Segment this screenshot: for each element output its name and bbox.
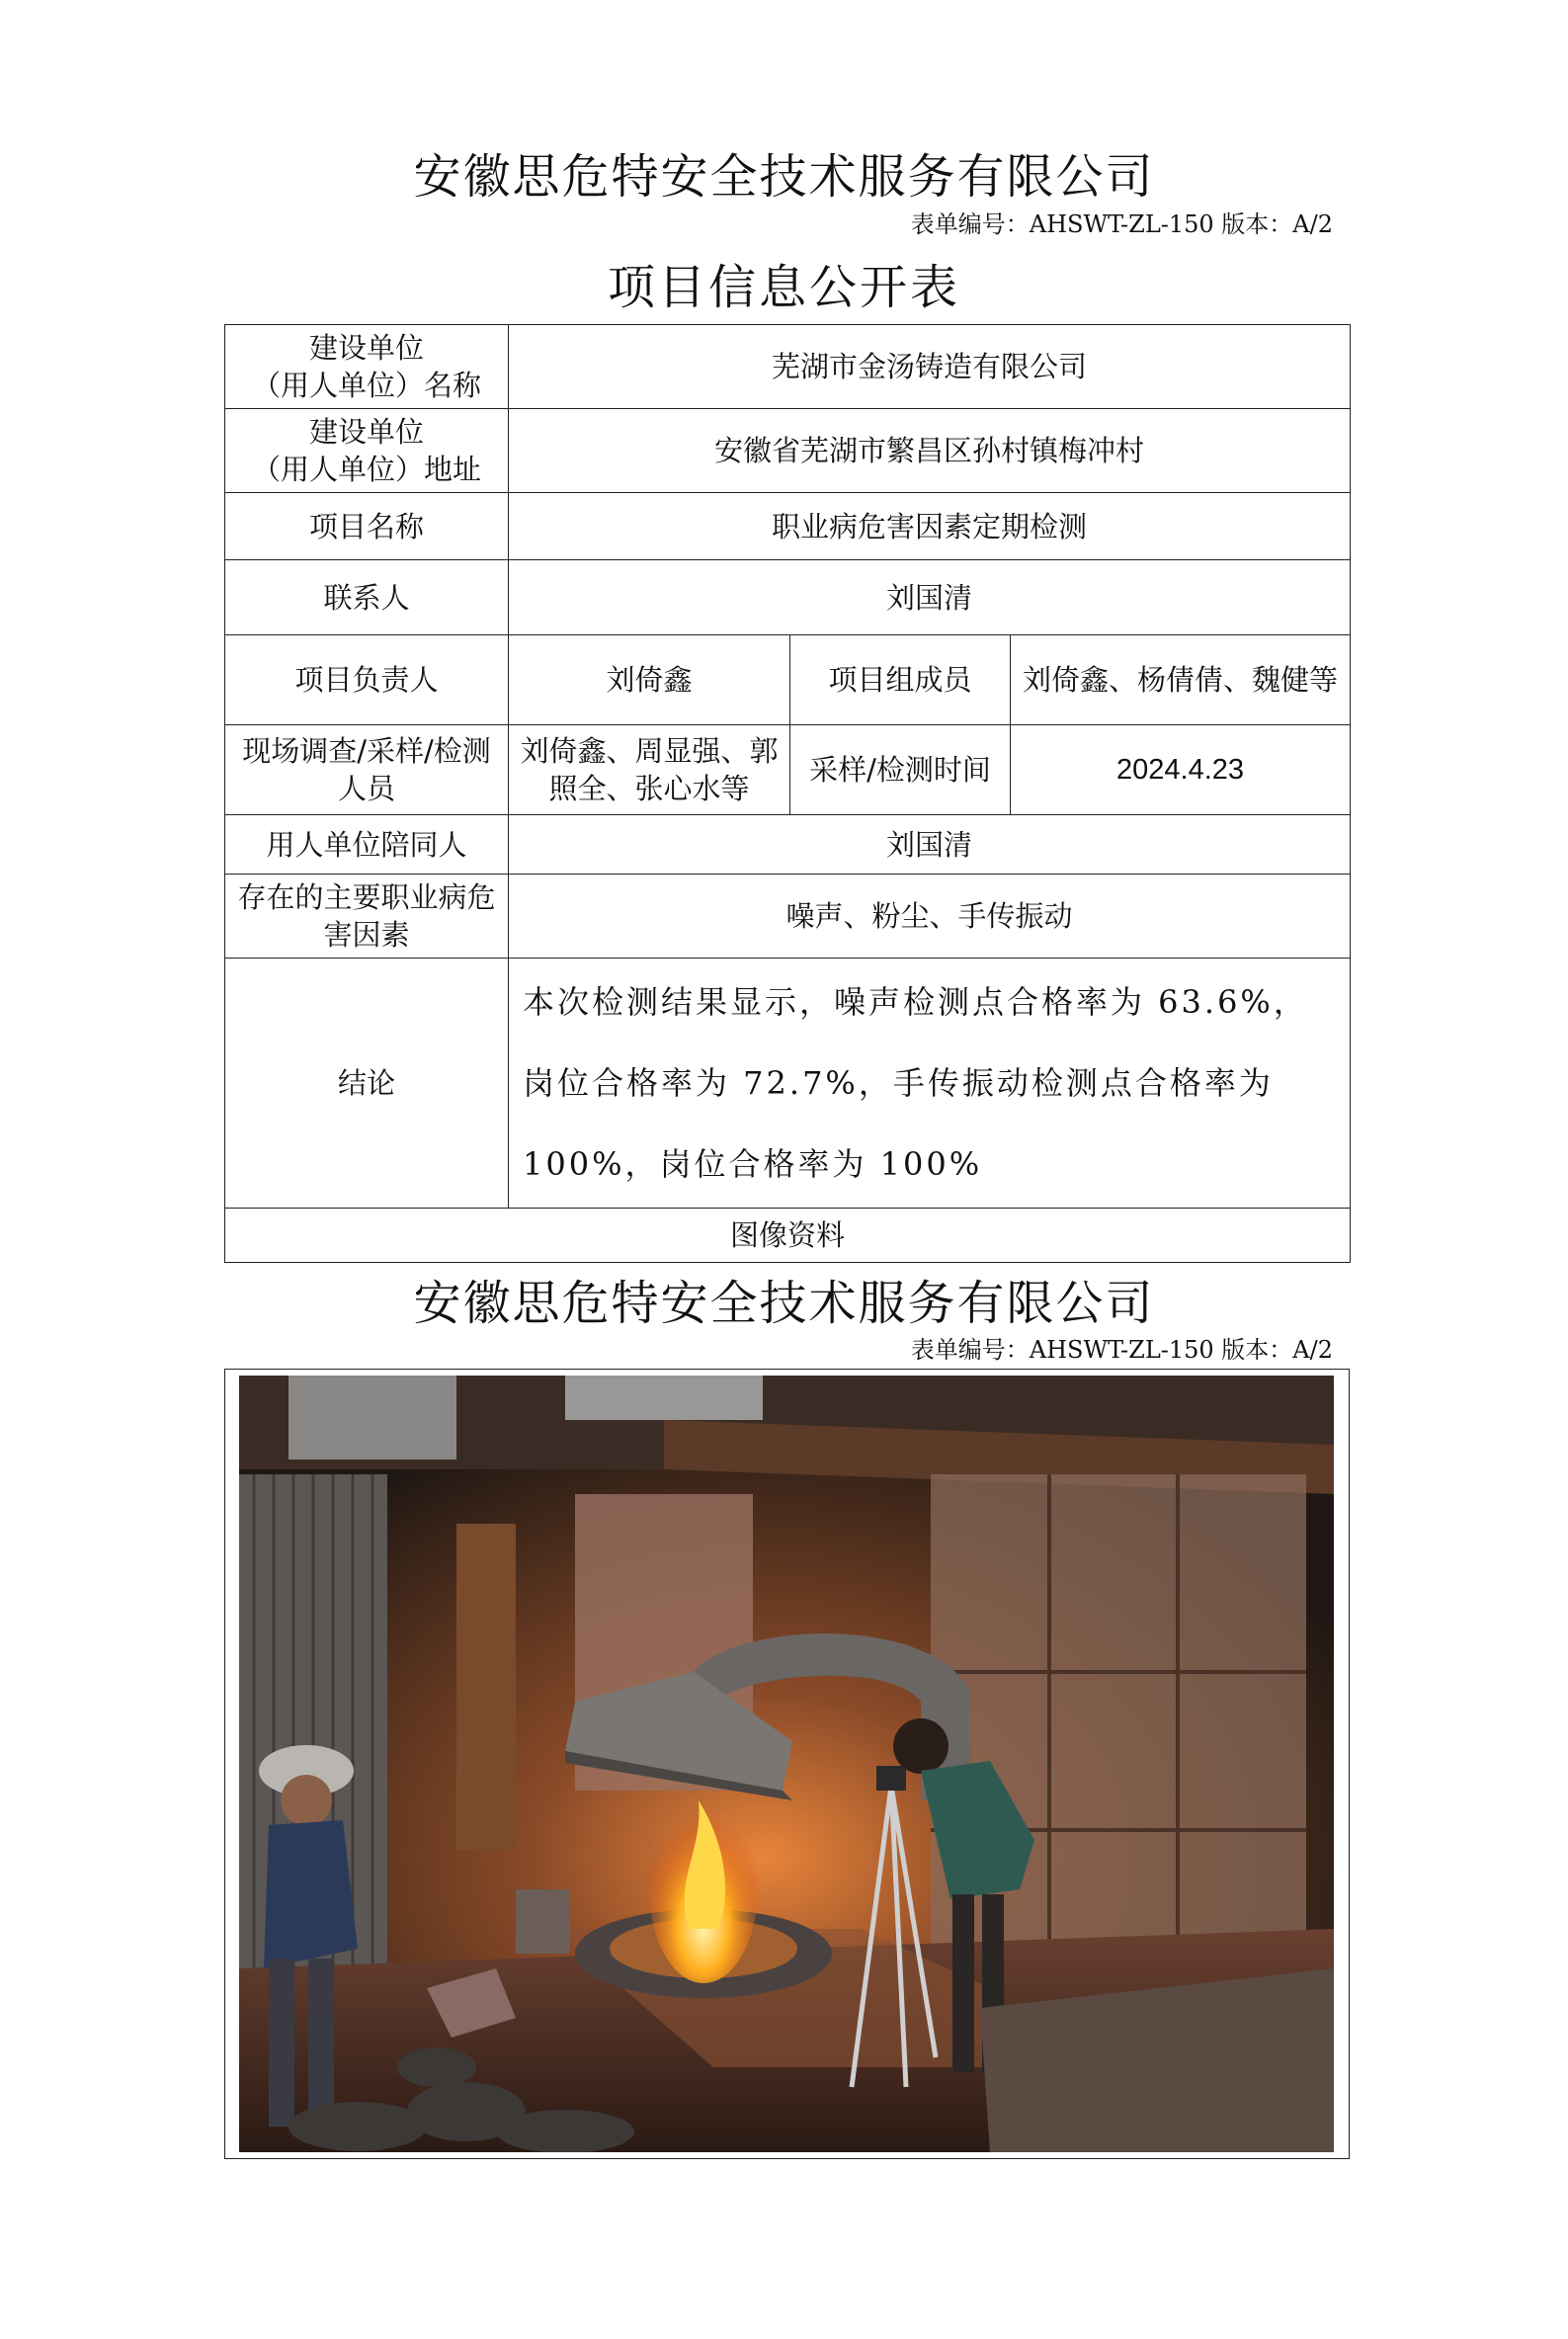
employer-name-label: [225, 325, 509, 409]
form-number: 表单编号：AHSWT-ZL-150 版本：A/2: [910, 210, 1333, 238]
row-project-name: [225, 493, 1351, 560]
row-employer-address: [225, 409, 1351, 493]
employer-address: 安徽省芜湖市繁昌区孙村镇梅冲村: [509, 409, 1351, 493]
company-name: 安徽思危特安全技术服务有限公司: [413, 149, 1155, 205]
contact-person: 刘国清: [509, 560, 1351, 635]
accompany-person: 刘国清: [509, 815, 1351, 875]
label-line: （用人单位）地址: [251, 453, 481, 486]
row-leader: [225, 635, 1351, 725]
sampling-time: 2024.4.23: [1011, 725, 1351, 815]
employer-address-label: [225, 409, 509, 493]
conclusion-label: 结论: [225, 959, 509, 1209]
employer-name: 芜湖市金汤铸造有限公司: [509, 325, 1351, 409]
images-label: 图像资料: [225, 1209, 1351, 1263]
photo-illustration: [239, 1376, 1334, 2152]
image-frame: [224, 1369, 1350, 2159]
members-label: 项目组成员: [790, 635, 1011, 725]
project-leader: 刘倚鑫: [509, 635, 790, 725]
hazard-factors: 噪声、粉尘、手传振动: [509, 875, 1351, 959]
conclusion-text: 本次检测结果显示，噪声检测点合格率为 63.6%，岗位合格率为 72.7%，手传振动检测点合格率为 100%，岗位合格率为 100%: [509, 959, 1351, 1209]
row-employer-name: [225, 325, 1351, 409]
form-number-page2: 表单编号：AHSWT-ZL-150 版本：A/2: [910, 1336, 1333, 1364]
label-line: 建设单位: [308, 415, 424, 449]
label-line: （用人单位）名称: [251, 369, 481, 402]
foundry-furnace-photo: [239, 1376, 1334, 2152]
survey-staff: 刘倚鑫、周显强、郭照全、张心水等: [509, 725, 790, 815]
survey-staff-label: 现场调查/采样/检测人员: [225, 725, 509, 815]
label-line: 建设单位: [308, 331, 424, 365]
contact-label: 联系人: [225, 560, 509, 635]
row-conclusion: [225, 959, 1351, 1209]
project-members: 刘倚鑫、杨倩倩、魏健等: [1011, 635, 1351, 725]
project-info-table: [224, 324, 1351, 1263]
document-title: 项目信息公开表: [607, 260, 960, 315]
row-accompany: [225, 815, 1351, 875]
project-name-label: 项目名称: [225, 493, 509, 560]
accompany-label: 用人单位陪同人: [225, 815, 509, 875]
sampling-time-label: 采样/检测时间: [790, 725, 1011, 815]
leader-label: 项目负责人: [225, 635, 509, 725]
company-name-page2: 安徽思危特安全技术服务有限公司: [413, 1276, 1155, 1331]
hazards-label: 存在的主要职业病危害因素: [225, 875, 509, 959]
row-contact: [225, 560, 1351, 635]
row-hazards: [225, 875, 1351, 959]
project-name: 职业病危害因素定期检测: [509, 493, 1351, 560]
row-images: [225, 1209, 1351, 1263]
row-survey: [225, 725, 1351, 815]
